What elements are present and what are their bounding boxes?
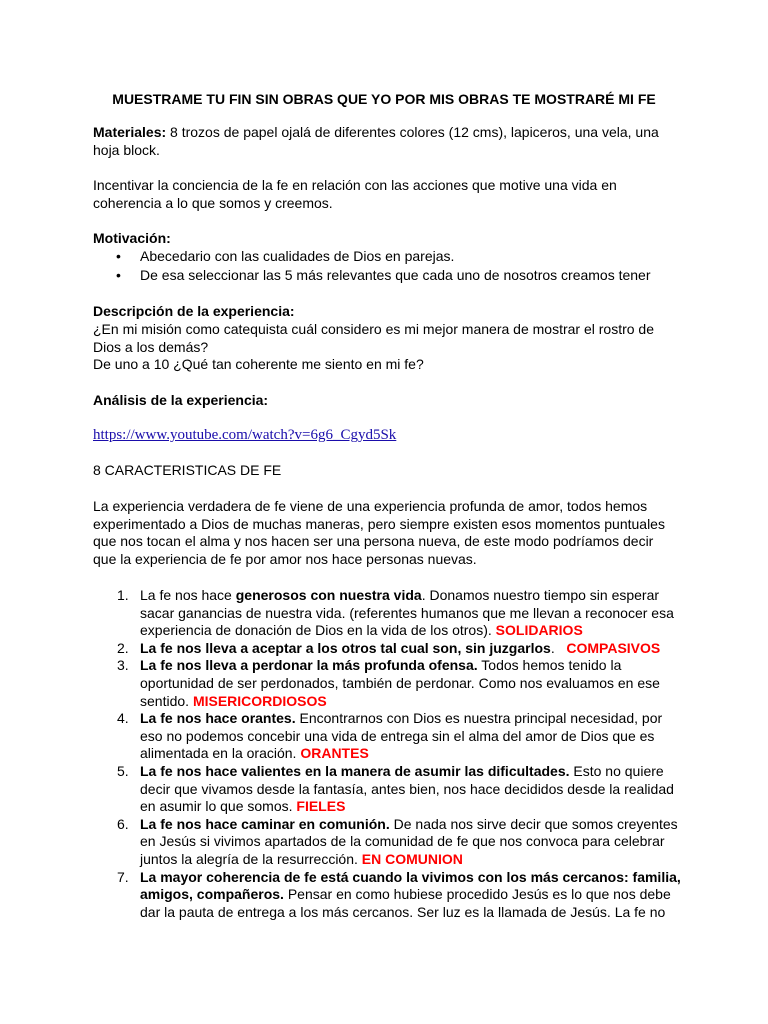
item-number: 2. xyxy=(117,639,129,656)
item-number: 7. xyxy=(117,868,129,885)
analysis-heading xyxy=(93,392,673,410)
document-title: MUESTRAME TU FIN SIN OBRAS QUE YO POR MIS OBRAS TE MOSTRARÉ MI FE xyxy=(112,91,656,107)
list-item: 2. La fe nos lleva a aceptar a los otros tal cual son, sin juzgarlos. COMPASIVOS xyxy=(117,639,661,656)
analysis-link-line xyxy=(93,426,673,445)
characteristics-heading: 8 CARACTERISTICAS DE FE xyxy=(93,462,282,478)
item-number: 1. xyxy=(117,587,129,603)
list-item: 7. La mayor coherencia de fe está cuando la vivimos con los más cercanos: familia, amigos, compañeros. Pensar en como hubiese procedido Jesús es lo que nos debe dar la pauta de entrega a los más cercanos. Ser luz es la llamada de Jesús. La fe no xyxy=(117,868,681,920)
list-item: 4. La fe nos hace orantes. Encontrarnos con Dios es nuestra principal necesidad, por eso no podemos concebir una vida de entrega sin el alma del amor de Dios que es alimentada en la oración. ORANTES xyxy=(117,710,663,762)
description-question-1: ¿En mi misión como catequista cuál considero es mi mejor manera de mostrar el rostro de Dios a los demás? xyxy=(93,321,654,355)
motivation-heading xyxy=(93,230,673,248)
item-number: 4. xyxy=(117,710,129,727)
intro-paragraph: La experiencia verdadera de fe viene de una experiencia profunda de amor, todos hemos experimentado a Dios de muchas maneras, pero siempre existen esos momentos puntuales que nos tocan el alma y nos hacen ser una persona nueva, de este modo podríamos decir que la experiencia de fe por amor nos hace personas nuevas. xyxy=(93,498,665,567)
item-tag: ORANTES xyxy=(300,745,369,762)
item-number: 3. xyxy=(117,657,129,674)
list-item: 1. La fe nos hace generosos con nuestra vida. Donamos nuestro tiempo sin esperar sacar ganancias de nuestra vida. (referentes humanos que me llevan a reconocer esa experiencia de donación de Dios en la vida de los otros). SOLIDARIOS xyxy=(117,587,674,639)
list-item: 6. La fe nos hace caminar en comunión. De nada nos sirve decir que somos creyentes en Jesús si vivimos apartados de la comunidad de fe que nos convoca para celebrar juntos la alegría de la resurrección. EN COMUNION xyxy=(117,815,678,867)
materials-paragraph xyxy=(93,124,673,159)
analysis-heading-text: Análisis de la experiencia: xyxy=(93,392,269,408)
motivation-list xyxy=(93,247,673,285)
item-number: 6. xyxy=(117,815,129,832)
item-tag: FIELES xyxy=(296,798,346,815)
item-tag: MISERICORDIOSOS xyxy=(192,692,327,709)
youtube-link[interactable]: https://www.youtube.com/watch?v=6g6_Cgyd5Sk xyxy=(93,427,397,443)
description-heading xyxy=(93,303,673,321)
item-tag: COMPASIVOS xyxy=(566,639,661,656)
materials-label: Materiales: xyxy=(93,124,167,140)
item-number: 5. xyxy=(117,762,129,779)
list-item: 3. La fe nos lleva a perdonar la más profunda ofensa. Todos hemos tenido la oportunidad de ser perdonados, también de perdonar. Como nos evaluamos en ese sentido. MISERICORDIOSOS xyxy=(117,657,660,709)
characteristics-list xyxy=(93,587,683,921)
item-tag: SOLIDARIOS xyxy=(495,622,583,639)
list-item: • Abecedario con las cualidades de Dios en parejas. xyxy=(93,247,673,266)
list-item: • De esa seleccionar las 5 más relevantes que cada uno de nosotros creamos tener xyxy=(93,266,673,285)
item-tag: EN COMUNION xyxy=(361,850,463,867)
description-heading-text: Descripción de la experiencia: xyxy=(93,303,295,319)
incentive-paragraph: Incentivar la conciencia de la fe en relación con las acciones que motive una vida en coherencia a lo que somos y creemos. xyxy=(93,177,617,211)
list-item: 5. La fe nos hace valientes en la manera de asumir las dificultades. Esto no quiere decir que vivamos desde la fantasía, antes bien, nos hace decididos desde la realidad en asumir lo que somos. FIELES xyxy=(117,762,674,815)
materials-text: 8 trozos de papel ojalá de diferentes colores (12 cms), lapiceros, una vela, una hoja block. xyxy=(93,124,659,158)
description-question-2: De uno a 10 ¿Qué tan coherente me siento en mi fe? xyxy=(93,356,424,372)
motivation-heading-text: Motivación: xyxy=(93,230,171,246)
